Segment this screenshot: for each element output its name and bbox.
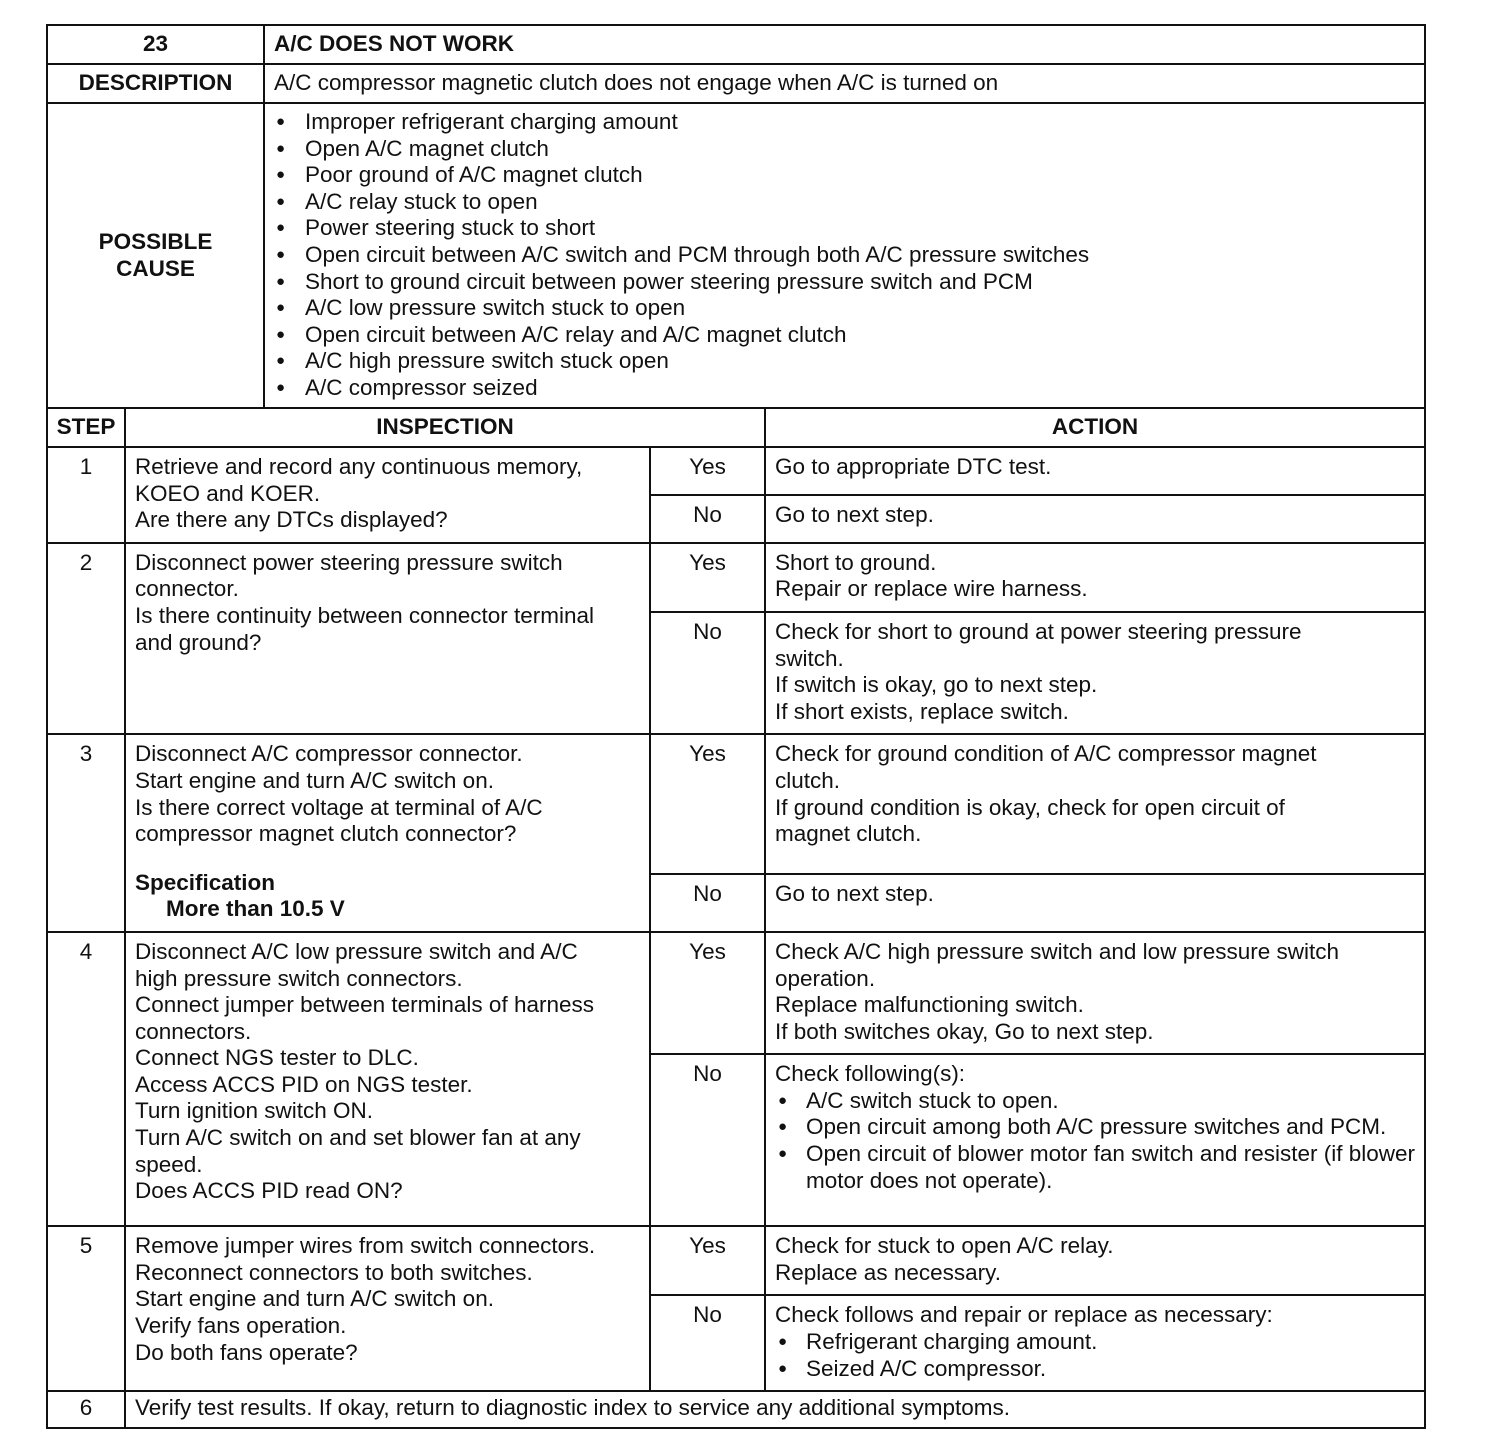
- action-line: operation.: [775, 965, 876, 991]
- possible-cause-label: [47, 103, 264, 408]
- diagnostic-table: [46, 24, 1426, 1429]
- possible-cause-label-line2: CAUSE: [116, 255, 195, 281]
- step-number: 4: [47, 932, 125, 1226]
- step-inspection: [125, 932, 650, 1226]
- no-action: [765, 1054, 1425, 1226]
- yes-action: [765, 543, 1425, 612]
- possible-cause-item: ● Open circuit between A/C relay and A/C magnet clutch: [265, 322, 1424, 349]
- action-bullet-list: [775, 1088, 1415, 1194]
- yes-action: [765, 734, 1425, 874]
- inspection-line: Start engine and turn A/C switch on.: [135, 1286, 494, 1312]
- column-header-row: [47, 408, 1425, 447]
- title-row: [47, 25, 1425, 64]
- possible-cause-list-cell: [264, 103, 1425, 408]
- no-action: [765, 1295, 1425, 1391]
- yes-action: [765, 1226, 1425, 1295]
- action-line: Check for ground condition of A/C compressor magnet: [775, 741, 1317, 767]
- step-row: [47, 932, 1425, 1054]
- no-label: No: [650, 874, 765, 932]
- possible-cause-item: ● Open circuit between A/C switch and PCM through both A/C pressure switches: [265, 242, 1424, 269]
- inspection-line: high pressure switch connectors.: [135, 965, 463, 991]
- step-row: [47, 543, 1425, 612]
- inspection-line: Disconnect power steering pressure switch: [135, 549, 563, 575]
- action-line: magnet clutch.: [775, 821, 922, 847]
- possible-cause-item: ● A/C low pressure switch stuck to open: [265, 295, 1424, 322]
- inspection-line: Do both fans operate?: [135, 1339, 358, 1365]
- possible-cause-item: ● A/C high pressure switch stuck open: [265, 348, 1424, 375]
- no-action: [765, 874, 1425, 932]
- possible-cause-item: ● Short to ground circuit between power steering pressure switch and PCM: [265, 269, 1424, 296]
- inspection-line: Verify test results. If okay, return to diagnostic index to service any additional symptoms.: [135, 1395, 1010, 1421]
- possible-cause-label-line1: POSSIBLE: [98, 228, 213, 254]
- step-inspection: [125, 1226, 650, 1391]
- yes-action: [765, 932, 1425, 1054]
- no-label: No: [650, 612, 765, 734]
- step-number: 5: [47, 1226, 125, 1391]
- action-intro: Check follows and repair or replace as necessary:: [775, 1302, 1273, 1328]
- symptom-number: 23: [47, 25, 264, 64]
- specification-label: Specification: [135, 869, 276, 895]
- action-line: Go to appropriate DTC test.: [775, 454, 1052, 479]
- action-line: switch.: [775, 645, 844, 671]
- action-line: Replace as necessary.: [775, 1259, 1001, 1285]
- action-line: Go to next step.: [775, 502, 934, 528]
- action-line: Check for short to ground at power steering pressure: [775, 618, 1302, 644]
- inspection-line: Are there any DTCs displayed?: [135, 507, 448, 533]
- inspection-line: compressor magnet clutch connector?: [135, 821, 517, 847]
- step-inspection: [125, 734, 650, 932]
- action-line: Check for stuck to open A/C relay.: [775, 1233, 1114, 1259]
- inspection-line: Reconnect connectors to both switches.: [135, 1259, 533, 1285]
- possible-cause-item: ● Improper refrigerant charging amount: [265, 109, 1424, 136]
- possible-cause-item: ● A/C compressor seized: [265, 375, 1424, 402]
- yes-label: Yes: [650, 1226, 765, 1295]
- action-line: Check A/C high pressure switch and low pressure switch: [775, 938, 1339, 964]
- inspection-line: Remove jumper wires from switch connectors.: [135, 1233, 596, 1259]
- inspection-line: Retrieve and record any continuous memory,: [135, 454, 583, 479]
- inspection-line: KOEO and KOER.: [135, 480, 321, 506]
- step-row: [47, 734, 1425, 874]
- symptom-title: A/C DOES NOT WORK: [264, 25, 1425, 64]
- inspection-line: Disconnect A/C low pressure switch and A/C: [135, 938, 578, 964]
- inspection-line: Is there continuity between connector terminal: [135, 602, 594, 628]
- possible-cause-item: ● A/C relay stuck to open: [265, 189, 1424, 216]
- step-number: 6: [47, 1391, 125, 1428]
- action-line: If both switches okay, Go to next step.: [775, 1018, 1154, 1044]
- description-label: DESCRIPTION: [47, 64, 264, 103]
- step-row: [47, 1391, 1425, 1428]
- specification-block: [135, 870, 640, 923]
- possible-cause-item: ● Poor ground of A/C magnet clutch: [265, 162, 1424, 189]
- yes-label: Yes: [650, 932, 765, 1054]
- action-line: Replace malfunctioning switch.: [775, 992, 1084, 1018]
- step-inspection: [125, 1391, 1425, 1428]
- description-row: [47, 64, 1425, 103]
- specification-value: More than 10.5 V: [166, 896, 345, 922]
- possible-cause-list: [265, 109, 1424, 402]
- no-label: No: [650, 495, 765, 542]
- no-action: [765, 495, 1425, 542]
- inspection-line: connectors.: [135, 1018, 252, 1044]
- action-line: Short to ground.: [775, 549, 937, 575]
- yes-label: Yes: [650, 734, 765, 874]
- action-bullet-list: [775, 1329, 1415, 1382]
- action-line: If switch is okay, go to next step.: [775, 672, 1098, 698]
- step-row: [47, 447, 1425, 495]
- inspection-column-header: INSPECTION: [125, 408, 765, 447]
- possible-cause-row: [47, 103, 1425, 408]
- inspection-line: Disconnect A/C compressor connector.: [135, 741, 523, 767]
- inspection-line: Connect NGS tester to DLC.: [135, 1045, 419, 1071]
- step-row: [47, 1226, 1425, 1295]
- step-number: 2: [47, 543, 125, 735]
- inspection-line: Access ACCS PID on NGS tester.: [135, 1071, 473, 1097]
- action-bullet: ● Open circuit among both A/C pressure switches and PCM.: [775, 1114, 1415, 1141]
- action-line: If ground condition is okay, check for open circuit of: [775, 794, 1285, 820]
- action-line: Go to next step.: [775, 880, 934, 906]
- inspection-line: Connect jumper between terminals of harness: [135, 992, 594, 1018]
- action-line: If short exists, replace switch.: [775, 698, 1069, 724]
- action-line: Repair or replace wire harness.: [775, 576, 1088, 602]
- inspection-line: Turn A/C switch on and set blower fan at any: [135, 1125, 581, 1151]
- description-text: A/C compressor magnetic clutch does not engage when A/C is turned on: [264, 64, 1425, 103]
- step-column-header: STEP: [47, 408, 125, 447]
- no-action: [765, 612, 1425, 734]
- inspection-line: connector.: [135, 576, 239, 602]
- yes-label: Yes: [650, 447, 765, 495]
- possible-cause-item: ● Open A/C magnet clutch: [265, 136, 1424, 163]
- inspection-line: Start engine and turn A/C switch on.: [135, 767, 494, 793]
- inspection-line: Verify fans operation.: [135, 1313, 347, 1339]
- action-bullet: ● Seized A/C compressor.: [775, 1356, 1415, 1383]
- inspection-line: Turn ignition switch ON.: [135, 1098, 373, 1124]
- yes-action: [765, 447, 1425, 495]
- action-column-header: ACTION: [765, 408, 1425, 447]
- action-line: clutch.: [775, 767, 841, 793]
- inspection-line: Is there correct voltage at terminal of A/C: [135, 794, 543, 820]
- no-label: No: [650, 1295, 765, 1391]
- action-intro: Check following(s):: [775, 1061, 966, 1087]
- no-label: No: [650, 1054, 765, 1226]
- step-inspection: [125, 447, 650, 543]
- diagnostic-table-page: [46, 24, 1424, 1429]
- yes-label: Yes: [650, 543, 765, 612]
- inspection-line: and ground?: [135, 629, 262, 655]
- action-bullet: ● Open circuit of blower motor fan switch and resister (if blower motor does not operate).: [775, 1141, 1415, 1194]
- action-bullet: ● Refrigerant charging amount.: [775, 1329, 1415, 1356]
- action-bullet: ● A/C switch stuck to open.: [775, 1088, 1415, 1115]
- step-number: 1: [47, 447, 125, 543]
- step-inspection: [125, 543, 650, 735]
- inspection-line: speed.: [135, 1151, 203, 1177]
- possible-cause-item: ● Power steering stuck to short: [265, 215, 1424, 242]
- inspection-line: Does ACCS PID read ON?: [135, 1178, 403, 1204]
- step-number: 3: [47, 734, 125, 932]
